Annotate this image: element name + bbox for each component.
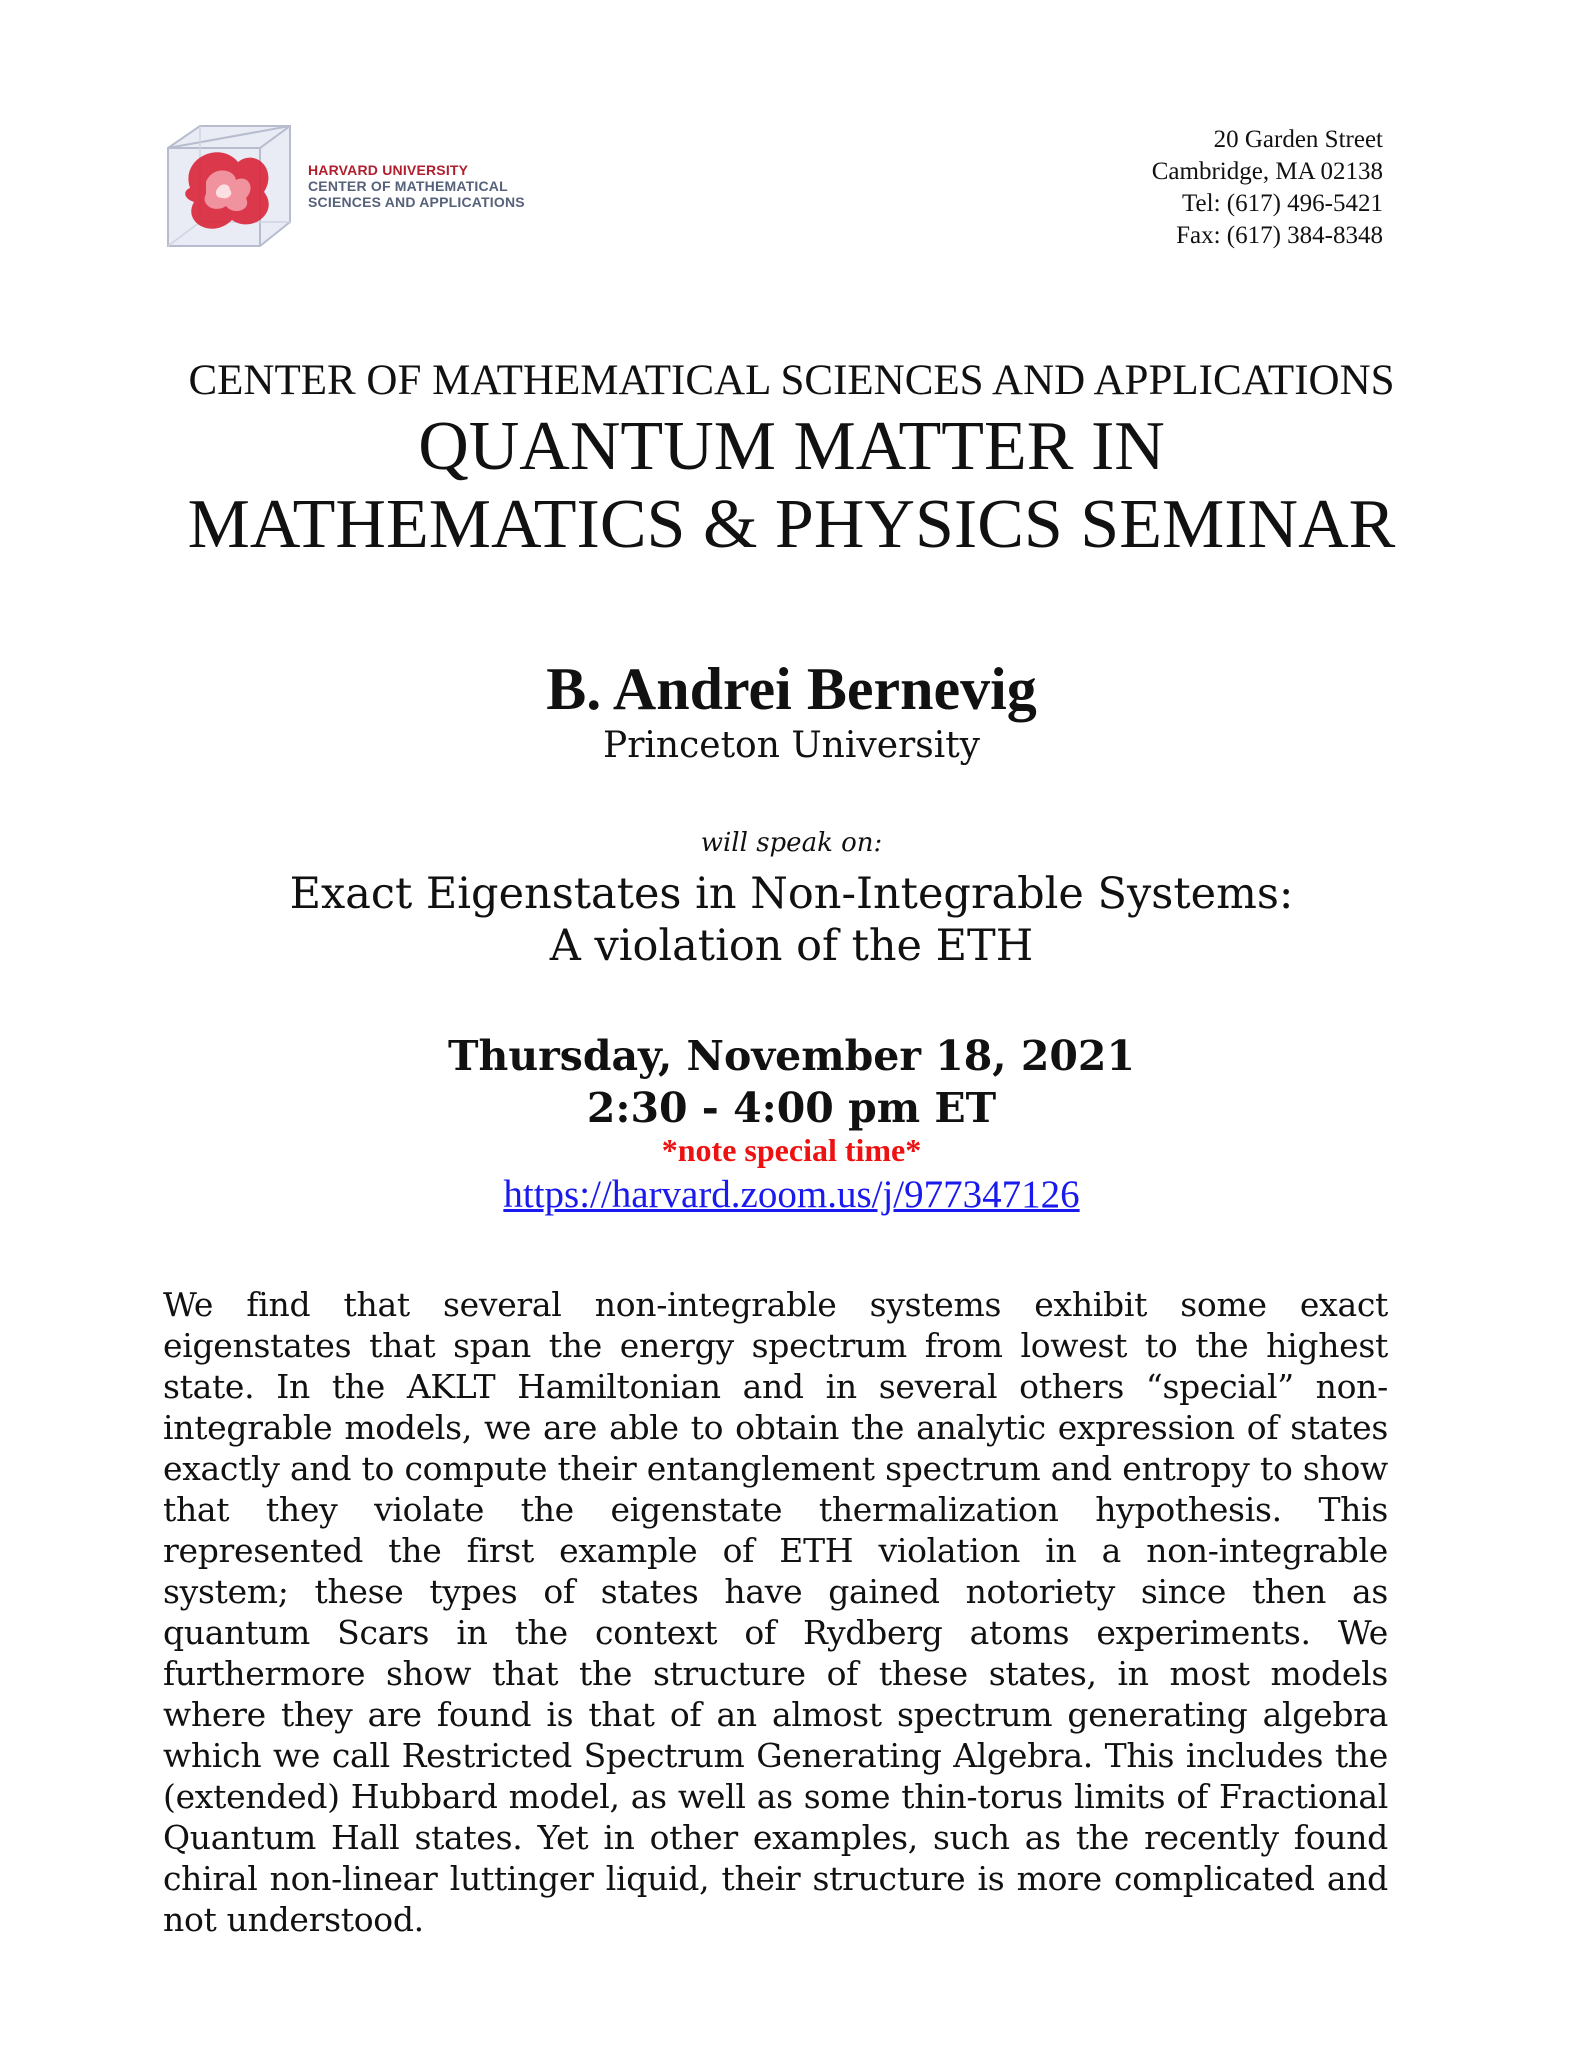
talk-title (0, 868, 1583, 972)
address-fax: Fax: (617) 384-8348 (1176, 222, 1383, 249)
address-city: Cambridge, MA 02138 (1151, 158, 1383, 185)
cmsa-logo (160, 118, 525, 256)
contact-address (1152, 124, 1383, 252)
seminar-title (0, 408, 1583, 564)
org-title: CENTER OF MATHEMATICAL SCIENCES AND APPLICATIONS (188, 357, 1395, 404)
seminar-title-line2: MATHEMATICS & PHYSICS SEMINAR (187, 486, 1396, 563)
zoom-link[interactable]: https://harvard.zoom.us/j/977347126 (503, 1173, 1080, 1216)
event-time: 2:30 - 4:00 pm ET (586, 1084, 997, 1132)
abstract-text: We find that several non-integrable systems exhibit some exact eigenstates that span the energy spectrum from lowest to the highest state. In the AKLT Hamiltonian and in several others “special” non-integrable models, we are able to obtain the analytic expression of states exactly and to compute their entanglement spectrum and entropy to show that they violate the eigenstate thermalization hypothesis. This represented the first example of ETH violation in a non-integrable system; these types of states have gained notoriety since then as quantum Scars in the context of Rydberg atoms experiments. We furthermore show that the structure of these states, in most models where they are found is that of an almost spectrum generating algebra which we call Restricted Spectrum Generating Algebra. This includes the (extended) Hubbard model, as well as some thin-torus limits of Fractional Quantum Hall states. Yet in other examples, such as the recently found chiral non-linear luttinger liquid, their structure is more complicated and not understood. (163, 1285, 1388, 1939)
talk-title-line1: Exact Eigenstates in Non-Integrable Systems: (289, 869, 1294, 919)
talk-title-line2: A violation of the ETH (549, 921, 1034, 971)
logo-wordmark (308, 162, 525, 210)
speaker-name: B. Andrei Bernevig (546, 656, 1037, 722)
address-street: 20 Garden Street (1213, 126, 1383, 153)
zoom-link-container (0, 1172, 1583, 1218)
logo-line-university: HARVARD UNIVERSITY (308, 162, 469, 178)
cube-logo-icon (160, 118, 298, 256)
logo-line-sciences: SCIENCES AND APPLICATIONS (308, 194, 525, 210)
event-date: Thursday, November 18, 2021 (448, 1032, 1135, 1080)
special-time-note: *note special time* (661, 1132, 922, 1168)
seminar-title-line1: QUANTUM MATTER IN (418, 408, 1165, 485)
logo-line-center: CENTER OF MATHEMATICAL (308, 178, 508, 194)
speaker-affiliation: Princeton University (602, 725, 981, 766)
talk-intro: will speak on: (700, 828, 883, 858)
address-tel: Tel: (617) 496-5421 (1182, 190, 1383, 217)
